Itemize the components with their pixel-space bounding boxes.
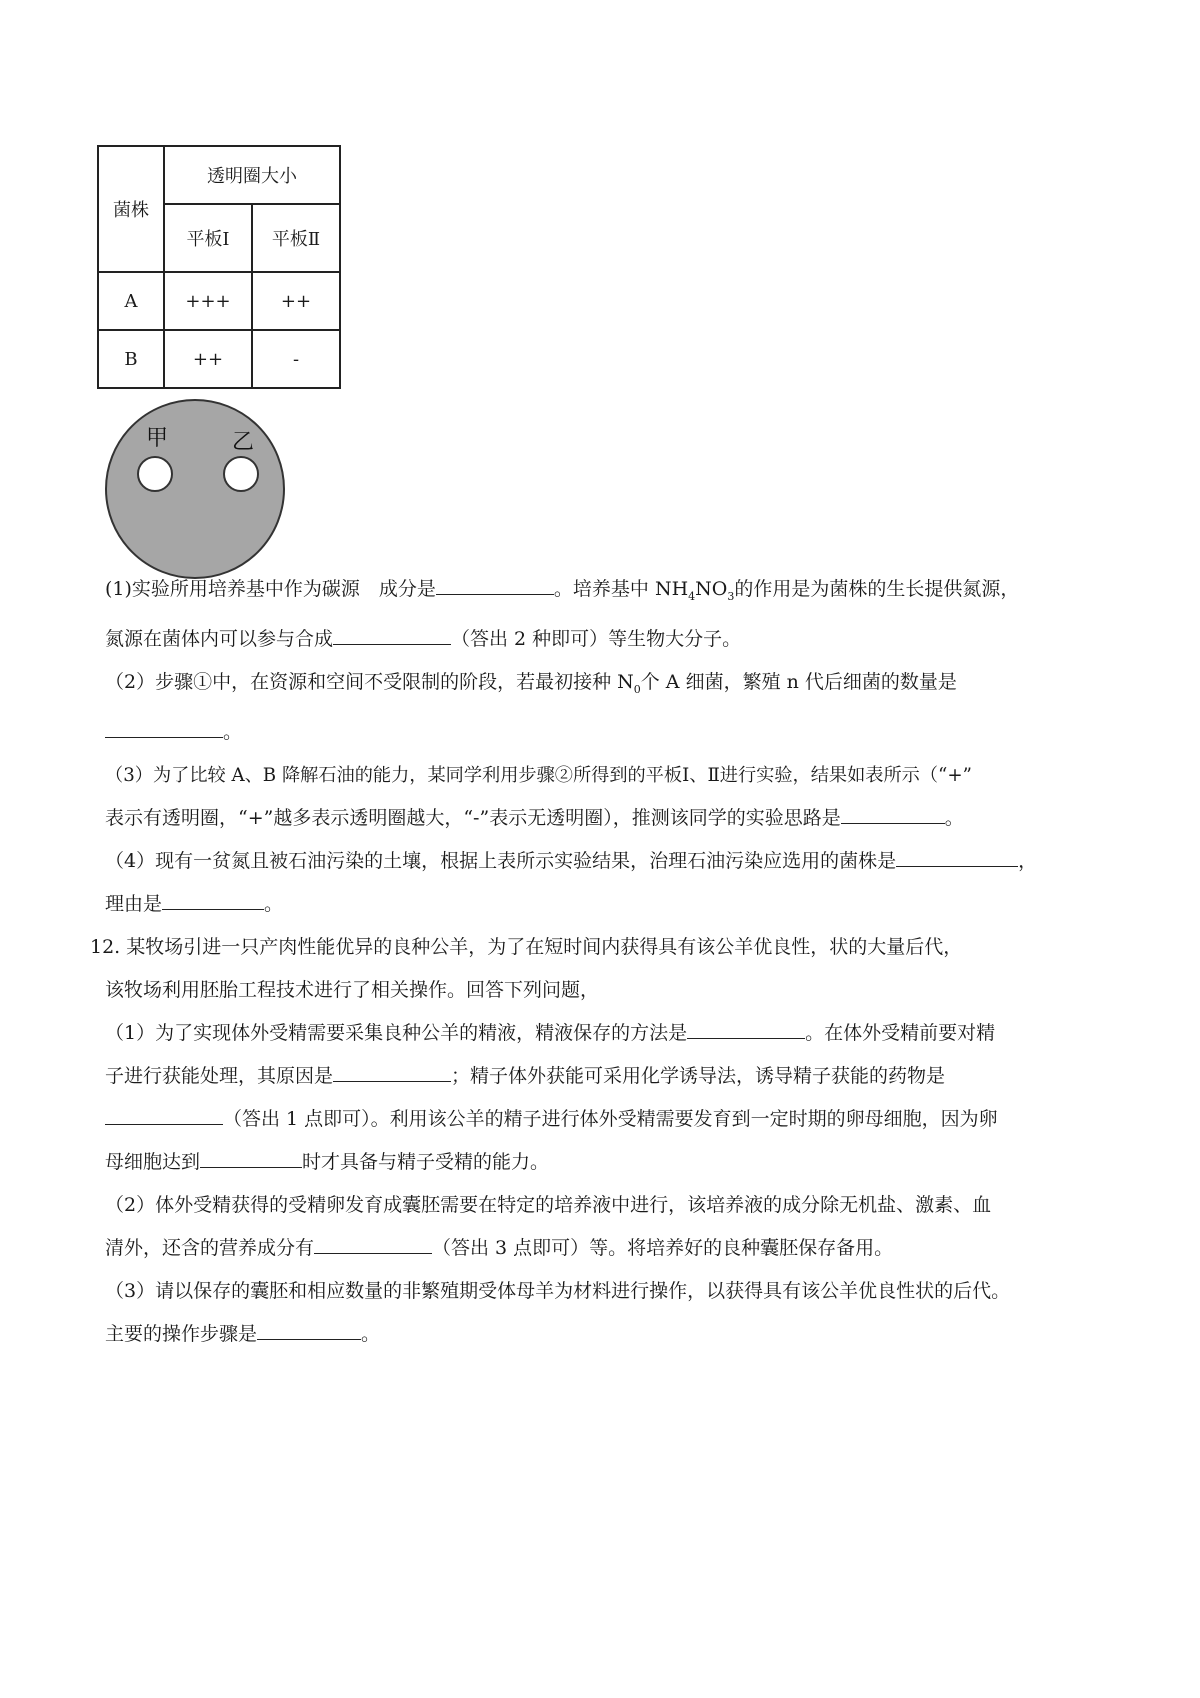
row-plate1-value: ++ <box>164 330 252 388</box>
answer-blank[interactable] <box>200 1147 302 1168</box>
q11-part3-line1: （3）为了比较 A、B 降解石油的能力，某同学利用步骤②所得到的平板Ⅰ、Ⅱ进行实验，结果如表所示（“+” <box>105 764 972 786</box>
q11-part1-line1: (1)实验所用培养基中作为碳源 成分是 。培养基中 $NH_4NO_3$的作用是为菌株的生长提供氮源， <box>105 568 1105 618</box>
q12-part3-line1: （3）请以保存的囊胚和相应数量的非繁殖期受体母羊为材料进行操作，以获得具有该公羊优良性状的后代。 <box>105 1279 1011 1302</box>
petri-plate-figure <box>104 398 286 580</box>
plate-disc <box>106 400 284 578</box>
q12-intro-line2: 该牧场利用胚胎工程技术进行了相关操作。回答下列问题， <box>105 978 600 1001</box>
q11-part1-line2: 氮源在菌体内可以参与合成 （答出 2 种即可）等生物大分子。 <box>105 618 1105 661</box>
header-plate-1: 平板Ⅰ <box>164 204 252 272</box>
answer-blank[interactable] <box>314 1233 432 1254</box>
row-plate2-value: ++ <box>252 272 340 330</box>
q11-part2-line2: 。 <box>105 711 1105 754</box>
q11-part2-line1: （2）步骤①中，在资源和空间不受限制的阶段，若最初接种 $N_0$个 A 细菌，繁殖 n 代后细菌的数量是 <box>105 670 957 696</box>
table-row <box>98 330 340 388</box>
q12-part1-line4: 母细胞达到 时才具备与精子受精的能力。 <box>105 1141 1105 1184</box>
label-jia: 甲 <box>146 426 169 451</box>
row-plate1-value: +++ <box>164 272 252 330</box>
well-right <box>224 457 258 491</box>
answer-blank[interactable] <box>436 574 554 595</box>
row-strain: A <box>98 272 164 330</box>
answer-blank[interactable] <box>333 624 451 645</box>
q11-part3-line2: 表示有透明圈，“+”越多表示透明圈越大，“-”表示无透明圈），推测该同学的实验思路是 。 <box>105 797 1105 840</box>
answer-blank[interactable] <box>105 1104 223 1125</box>
row-strain: B <box>98 330 164 388</box>
q12-part1-line3: （答出 1 点即可）。利用该公羊的精子进行体外受精需要发育到一定时期的卵母细胞，因为卵 <box>105 1098 1105 1141</box>
header-plate-2: 平板Ⅱ <box>252 204 340 272</box>
row-plate2-value: - <box>252 330 340 388</box>
well-left <box>138 457 172 491</box>
q12-part2-line1: （2）体外受精获得的受精卵发育成囊胚需要在特定的培养液中进行，该培养液的成分除无机盐、激素、血 <box>105 1193 992 1216</box>
q11-part4-line1: （4）现有一贫氮且被石油污染的土壤，根据上表所示实验结果，治理石油污染应选用的菌株是 ， <box>105 840 1105 883</box>
q12-part1-line1: （1）为了实现体外受精需要采集良种公羊的精液，精液保存的方法是 。在体外受精前要对精 <box>105 1012 1105 1055</box>
q12-intro-line1: 12. 某牧场引进一只产肉性能优异的良种公羊，为了在短时间内获得具有该公羊优良性，状的大量后代， <box>90 935 963 958</box>
header-strain: 菌株 <box>98 146 164 272</box>
q12-part1-line2: 子进行获能处理，其原因是 ；精子体外获能可采用化学诱导法，诱导精子获能的药物是 <box>105 1055 1105 1098</box>
answer-blank[interactable] <box>333 1061 451 1082</box>
table-row <box>98 272 340 330</box>
answer-blank[interactable] <box>896 846 1018 867</box>
answer-blank[interactable] <box>841 803 945 824</box>
answer-blank[interactable] <box>257 1319 361 1340</box>
answer-blank[interactable] <box>687 1018 805 1039</box>
q12-part2-line2: 清外，还含的营养成分有 （答出 3 点即可）等。将培养好的良种囊胚保存备用。 <box>105 1227 1105 1270</box>
q11-part4-line2: 理由是 。 <box>105 883 1105 926</box>
question-text <box>90 568 1105 1356</box>
answer-blank[interactable] <box>105 717 223 738</box>
answer-blank[interactable] <box>162 889 264 910</box>
q12-part3-line2: 主要的操作步骤是 。 <box>105 1313 1105 1356</box>
label-yi: 乙 <box>232 430 255 455</box>
header-clear-zone: 透明圈大小 <box>164 146 340 204</box>
results-table <box>97 145 341 389</box>
